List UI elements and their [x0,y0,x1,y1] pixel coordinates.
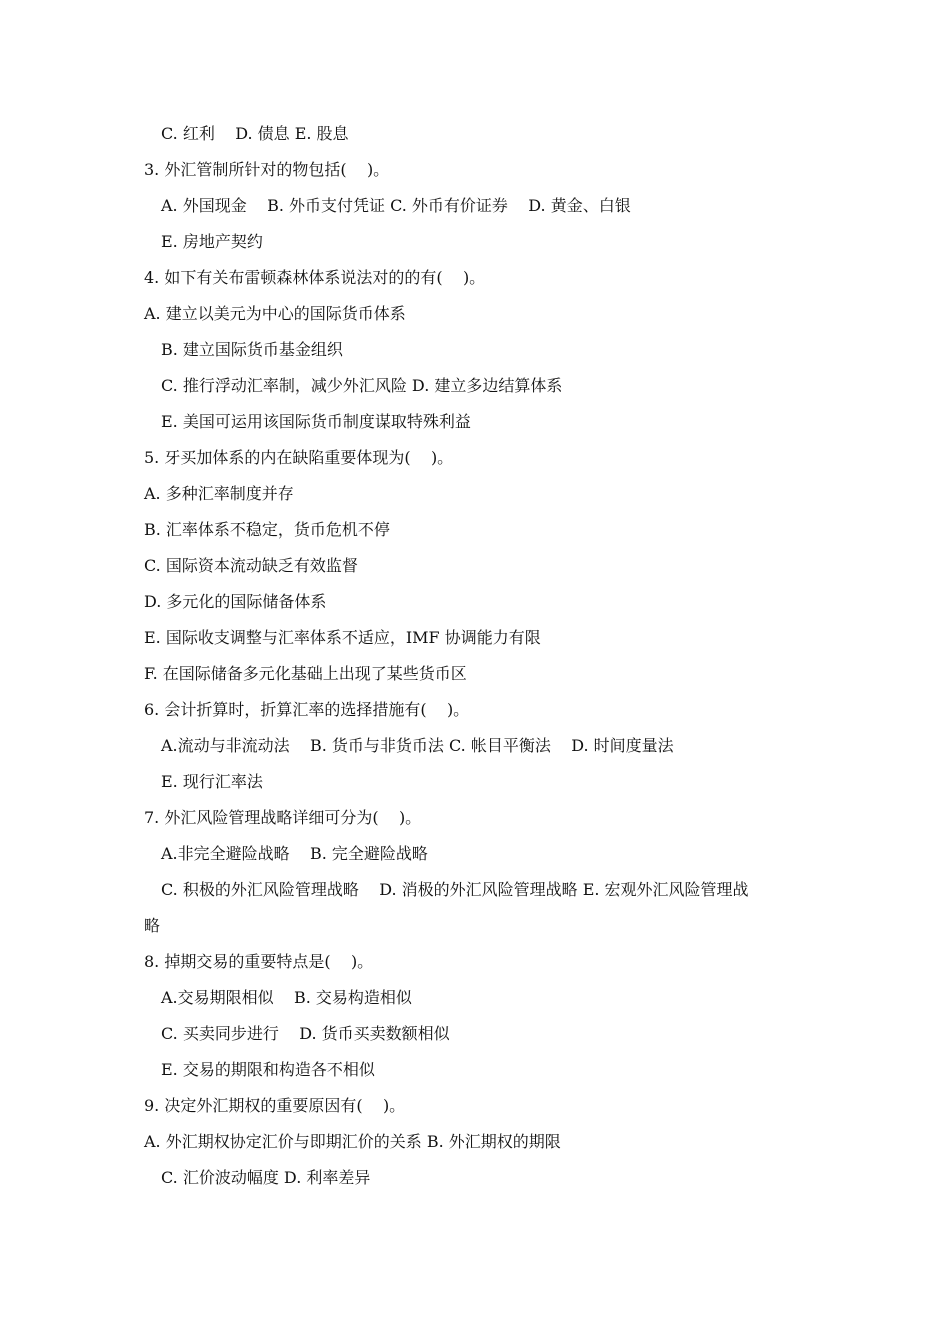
question-6: 6. 会计折算时，折算汇率的选择措施有( )。 [144,700,470,719]
option-line-q7-ab: A.非完全避险战略 B. 完全避险战略 [161,844,428,863]
question-8: 8. 掉期交易的重要特点是( )。 [144,952,374,971]
option-line-q8-e: E. 交易的期限和构造各不相似 [161,1060,375,1079]
question-5: 5. 牙买加体系的内在缺陷重要体现为( )。 [144,448,454,467]
option-line-q5-b: B. 汇率体系不稳定，货币危机不停 [144,520,390,539]
question-9: 9. 决定外汇期权的重要原因有( )。 [144,1096,406,1115]
option-line-q4-e: E. 美国可运用该国际货币制度谋取特殊利益 [161,412,471,431]
option-line-q6-abcd: A.流动与非流动法 B. 货币与非货币法 C. 帐目平衡法 D. 时间度量法 [161,736,674,755]
option-line-q7-cde: C. 积极的外汇风险管理战略 D. 消极的外汇风险管理战略 E. 宏观外汇风险管理战 [161,880,749,899]
option-line-q4-a: A. 建立以美元为中心的国际货币体系 [144,304,406,323]
option-line-q2-cde: C. 红利 D. 债息 E. 股息 [161,124,349,143]
option-line-q5-c: C. 国际资本流动缺乏有效监督 [144,556,358,575]
option-line-q8-cd: C. 买卖同步进行 D. 货币买卖数额相似 [161,1024,450,1043]
option-line-q3-abcd: A. 外国现金 B. 外币支付凭证 C. 外币有价证券 D. 黄金、白银 [161,196,631,215]
option-line-q3-e: E. 房地产契约 [161,232,263,251]
option-line-q9-cd: C. 汇价波动幅度 D. 利率差异 [161,1168,371,1187]
option-line-q8-ab: A.交易期限相似 B. 交易构造相似 [161,988,412,1007]
option-line-q4-cd: C. 推行浮动汇率制，减少外汇风险 D. 建立多边结算体系 [161,376,563,395]
option-line-q6-e: E. 现行汇率法 [161,772,263,791]
question-4: 4. 如下有关布雷顿森林体系说法对的的有( )。 [144,268,486,287]
option-line-q7-wrap: 略 [144,916,161,935]
option-line-q5-d: D. 多元化的国际储备体系 [144,592,327,611]
question-3: 3. 外汇管制所针对的物包括( )。 [144,160,390,179]
option-line-q5-e: E. 国际收支调整与汇率体系不适应，IMF 协调能力有限 [144,628,541,647]
question-7: 7. 外汇风险管理战略详细可分为( )。 [144,808,422,827]
option-line-q4-b: B. 建立国际货币基金组织 [161,340,343,359]
option-line-q9-ab: A. 外汇期权协定汇价与即期汇价的关系 B. 外汇期权的期限 [144,1132,561,1151]
option-line-q5-a: A. 多种汇率制度并存 [144,484,294,503]
option-line-q5-f: F. 在国际储备多元化基础上出现了某些货币区 [144,664,467,683]
